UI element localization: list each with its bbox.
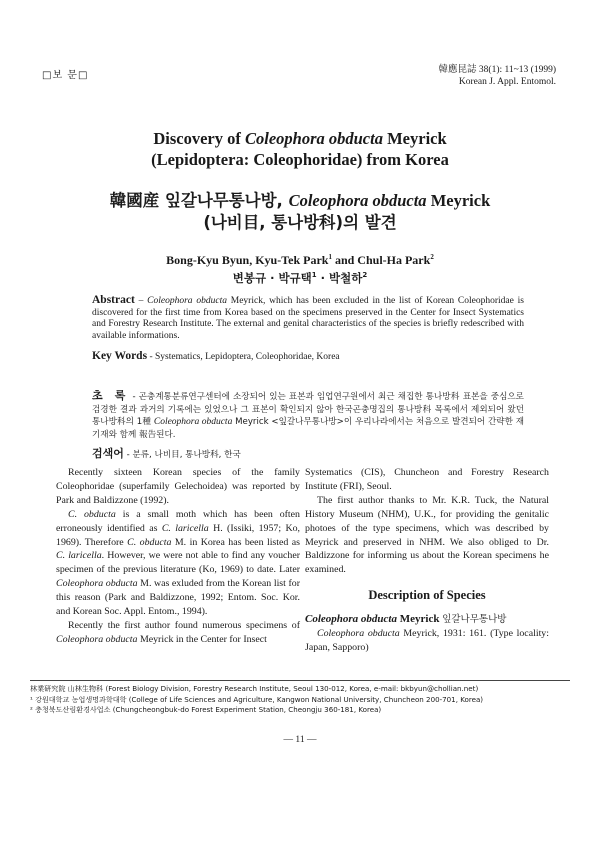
- footnote-divider: [30, 680, 570, 681]
- title-english: [0, 128, 600, 170]
- korean-keywords: 검색어 - 분류, 나비目, 통나방科, 한국: [92, 447, 241, 460]
- abstract-label: Abstract: [92, 294, 135, 306]
- keywords: Key Words - Systematics, Lepidoptera, Coleophoridae, Korea: [92, 350, 340, 362]
- korean-abstract: 초 록 - 곤충계통분류연구센터에 소장되어 있는 표본과 임업연구원에서 최근 채집한 통나방科 표본을 중심으로 검경한 결과 과거의 기록에는 있었으나 그 표본이 확인되지 않아 한국곤충명집의 통나방科 목록에서 제외되어 왔던 통나방科의 1種 Coleophora obducta Meyrick <잎갈나무통나방>이 우리나라에서는 처음으로 발견되어 간략한 재기재와 함께 報告된다.: [92, 389, 525, 440]
- body-column-right: [305, 466, 549, 655]
- footnote-2: ² 충청북도산림환경사업소 (Chungcheongbuk-do Forest Experiment Station, Cheongju 360-181, Korea): [30, 705, 382, 715]
- title-ko-line2: (나비目, 통나방科)의 발견: [203, 213, 397, 232]
- page-number: — 11 —: [283, 735, 317, 745]
- korean-abstract-label: 초 록: [92, 389, 130, 402]
- species-heading: Coleophora obducta Meyrick 잎갈나무통나방: [305, 613, 507, 626]
- body-column-left: [56, 466, 300, 647]
- paragraph: Systematics (CIS), Chuncheon and Forestry Research Institute (FRI), Seoul.: [305, 467, 549, 492]
- footnote-affiliation: 林業硏究院 山林生物科 (Forest Biology Division, Forestry Research Institute, Seoul 130-012, Korea, e-mail: bkbyun@chollian.net): [30, 684, 479, 693]
- paragraph: The first author thanks to Mr. K.R. Tuck, the Natural History Museum (NHM), U.K., for providing the genitalic photoes of the type specimens, which was described by Meyrick and preserved in NHM. We also obliged to Dr. Baldizzone for informing us about the Korean specimens he examined.: [305, 494, 549, 576]
- title-ko-line1: 韓國産 잎갈나무통나방, Coleophora obducta Meyrick: [109, 191, 491, 210]
- section-heading: Description of Species: [368, 588, 486, 603]
- article-type-label: □보 문□: [42, 70, 89, 81]
- abstract: Abstract – Coleophora obducta Meyrick, which has been excluded in the list of Korean Coleophoridae is discovered for the first time from Korea based on the specimens preserved in the Center for Insect Systematics and Forestry Research Institute. The external and genital characteristics of the species is briefly redescribed with available informations.: [92, 294, 525, 341]
- footnotes: [30, 684, 570, 716]
- korean-keywords-label: 검색어: [92, 447, 124, 460]
- title-korean: [0, 190, 600, 234]
- journal-volume-line: 韓應昆誌 38(1): 11~13 (1999): [438, 65, 556, 75]
- paragraph: C. obducta is a small moth which has been often erroneously identified as C. laricella H. (Issiki, 1957; Ko, 1969). Therefore C. obducta M. in Korea has been listed as C. laricella. However, we were not able to find any voucher specimen of the previous literature (Ko, 1969) to date. Later Coleophora obducta M. was exluded from the Korean list for this reason (Park and Baldizzone, 1992; Entom. Soc. Kor. and Korean Soc. Appl. Entom., 1994).: [56, 508, 301, 618]
- journal-citation: [439, 64, 556, 88]
- title-en-line1: Discovery of Coleophora obducta Meyrick: [153, 129, 447, 148]
- paragraph: Recently sixteen Korean species of the family Coleophoridae (superfamily Gelechoidea) was reported by Park and Baldizzone (1992).: [56, 467, 300, 506]
- footnote-1: ¹ 강원대학교 농업생명과학대학 (College of Life Sciences and Agriculture, Kangwon National University, Chuncheon 200-701, Korea): [30, 694, 484, 704]
- authors-korean: 변봉규 · 박규택$^1$ · 박철하$^2$: [232, 271, 368, 285]
- journal-name: Korean J. Appl. Entomol.: [458, 77, 556, 87]
- species-citation: Coleophora obducta Meyrick, 1931: 161. (Type locality: Japan, Sapporo): [305, 628, 549, 653]
- paragraph: Recently the first author found numerous specimens of Coleophora obducta Meyrick in the Center for Insect: [56, 619, 300, 645]
- title-en-line2: (Lepidoptera: Coleophoridae) from Korea: [151, 150, 449, 169]
- authors-english: Bong-Kyu Byun, Kyu-Tek Park$^1$ and Chul-Ha Park$^2$: [166, 253, 434, 267]
- keywords-label: Key Words: [92, 350, 148, 362]
